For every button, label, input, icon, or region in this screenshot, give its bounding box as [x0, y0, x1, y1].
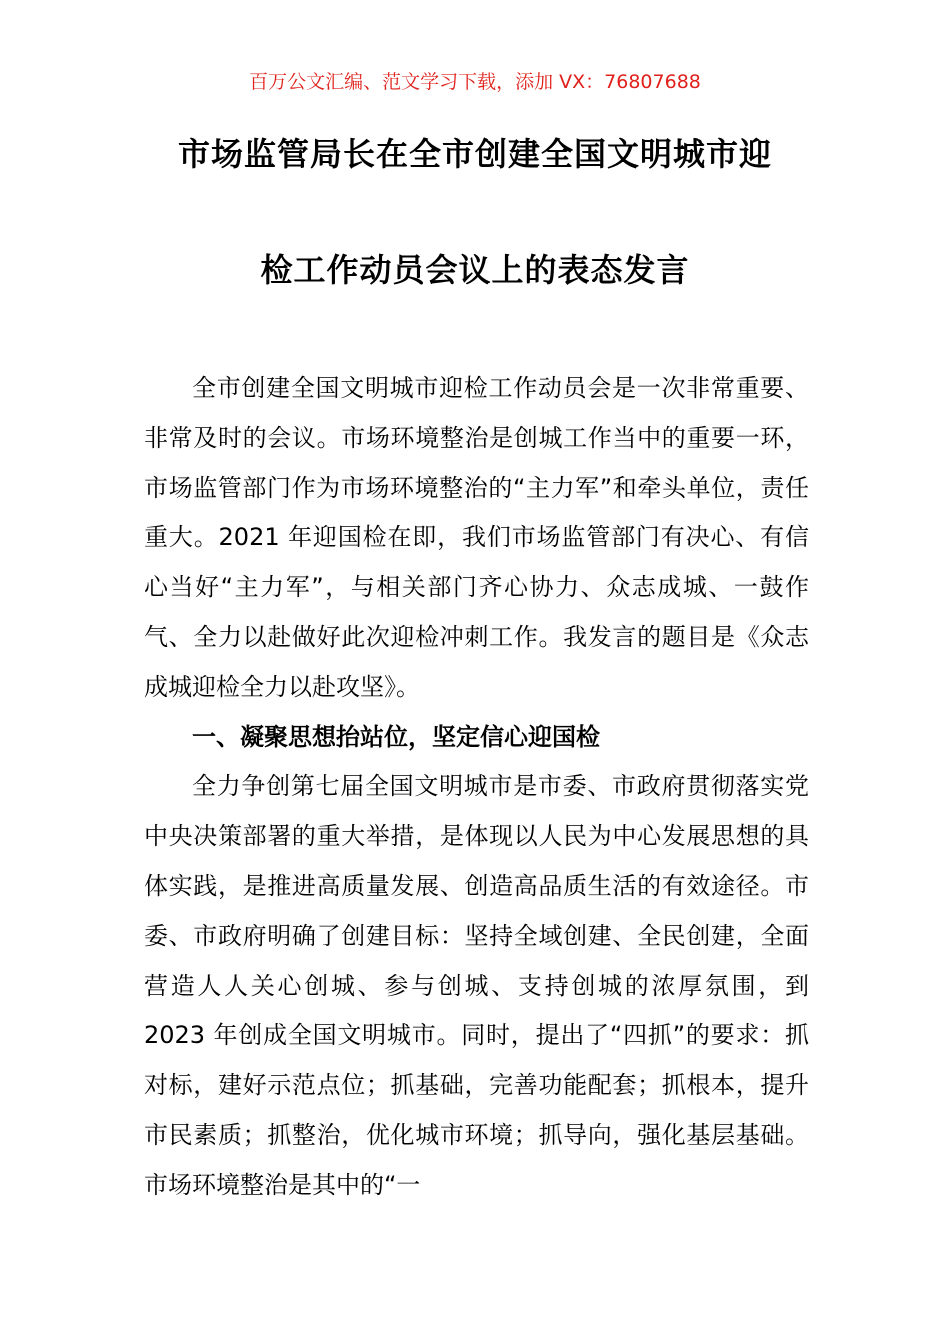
document-title-line-1: 市场监管局长在全市创建全国文明城市迎: [177, 135, 772, 173]
document-title-line-2: 检工作动员会议上的表态发言: [260, 251, 690, 289]
paragraph-intro: 全市创建全国文明城市迎检工作动员会是一次非常重要、非常及时的会议。市场环境整治是创城工作当中的重要一环，市场监管部门作为市场环境整治的“主力军”和牵头单位，责任重大。2021 年迎国检在即，我们市场监管部门有决心、有信心当好“主力军”，与相关部门齐心协力、众志成城、一鼓作气、全力以赴做好此次迎检冲刺工作。我发言的题目是《众志成城迎检全力以赴攻坚》。: [144, 374, 809, 701]
section-heading-1: 一、凝聚思想抬站位，坚定信心迎国检: [192, 722, 600, 751]
header-note: 百万公文汇编、范文学习下载，添加 VX：76807688: [249, 71, 701, 93]
paragraph-section-1: 全力争创第七届全国文明城市是市委、市政府贯彻落实党中央决策部署的重大举措，是体现以人民为中心发展思想的具体实践，是推进高质量发展、创造高品质生活的有效途径。市委、市政府明确了创建目标：坚持全域创建、全民创建，全面营造人人关心创城、参与创城、支持创城的浓厚氛围，到 2023 年创成全国文明城市。同时，提出了“四抓”的要求：抓对标，建好示范点位；抓基础，完善功能配套；抓根本，提升市民素质；抓整治，优化城市环境；抓导向，强化基层基础。市场环境整治是其中的“一: [144, 772, 809, 1199]
document-body: [144, 364, 809, 1211]
